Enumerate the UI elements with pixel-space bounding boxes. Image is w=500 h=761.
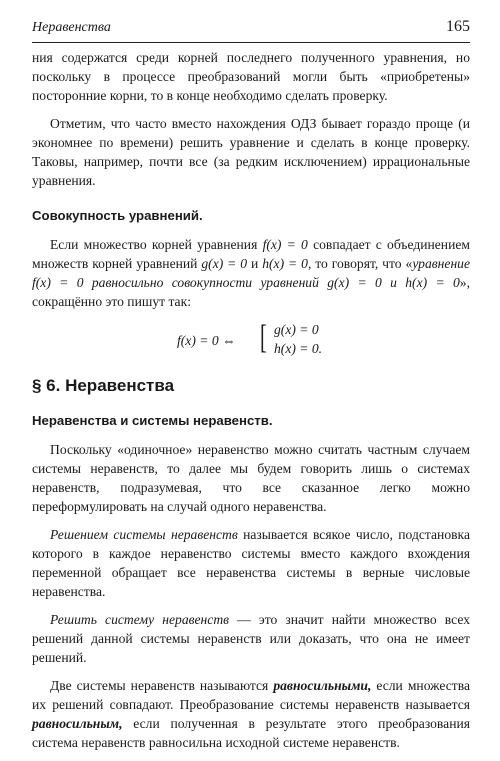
section-heading: § 6. Неравенства bbox=[32, 376, 175, 395]
header-title: Неравенства bbox=[32, 20, 111, 35]
paragraph-3: Если множество корней уравнения f(x) = 0 совпадает с объединением множеств корней уравнений g(x) = 0 и h(x) = 0, то говорят, что «уравнение f(x) = 0 равносильно совокупности уравнений g(x) = 0 и h(x) = 0», сокращённо это пишут так: bbox=[32, 237, 471, 309]
formula-row-1: g(x) = 0 bbox=[274, 322, 319, 337]
paragraph-5: Решением системы неравенств называется всякое число, подстановка которого в каждое неравенство системы вместо каждого вхождения переменной обращает все неравенства системы в верные числовые неравенства. bbox=[32, 527, 470, 599]
math-f: f(x) = 0 bbox=[262, 237, 308, 252]
paragraph-7: Две системы неравенств называются равносильными, если множества их решений совпадают. Преобразование системы неравенств называется равносильным, если полученная в результате этого преобразования система неравенств равносильна исходной системе неравенств. bbox=[32, 678, 470, 750]
paragraph-4: Поскольку «одиночное» неравенство можно считать частным случаем системы неравенств, то далее мы будем говорить лишь о системах неравенств, подразумевая, что все сказанное легко можно переформулировать на случай одного неравенства. bbox=[32, 442, 470, 514]
formula-row-2: h(x) = 0. bbox=[274, 341, 323, 356]
paragraph-2: Отметим, что часто вместо нахождения ОДЗ бывает гораздо проще (и экономнее по времени) решить уравнение и сделать в конце проверку. Таковы, например, почти все (за редким исключением) иррациональные уравнения. bbox=[32, 116, 470, 188]
paragraph-6: Решить систему неравенств — это значит найти множество всех решений данной системы неравенств или доказать, что она не имеет решений. bbox=[32, 612, 470, 665]
definition-emphasis: уравнение f(x) = 0 равносильно совокупности уравнений g(x) = 0 и h(x) = 0 bbox=[32, 256, 471, 290]
paragraph-1: ния содержатся среди корней последнего полученного уравнения, но поскольку в процессе преобразований могли быть «приобретены» посторонние корни, то в конце необходимо сделать проверку. bbox=[32, 50, 470, 103]
math-h: h(x) = 0 bbox=[262, 256, 308, 271]
subheading-equation-set: Совокупность уравнений. bbox=[32, 208, 203, 223]
running-header bbox=[32, 18, 470, 43]
math-g: g(x) = 0 bbox=[201, 256, 248, 271]
formula-bracket: [ bbox=[260, 319, 267, 356]
page-number: 165 bbox=[446, 18, 470, 35]
equivalence-formula bbox=[32, 320, 470, 360]
subheading-inequalities: Неравенства и системы неравенств. bbox=[32, 413, 273, 428]
formula-lhs: f(x) = 0 ⇔ bbox=[177, 333, 236, 348]
page-body bbox=[32, 48, 470, 761]
